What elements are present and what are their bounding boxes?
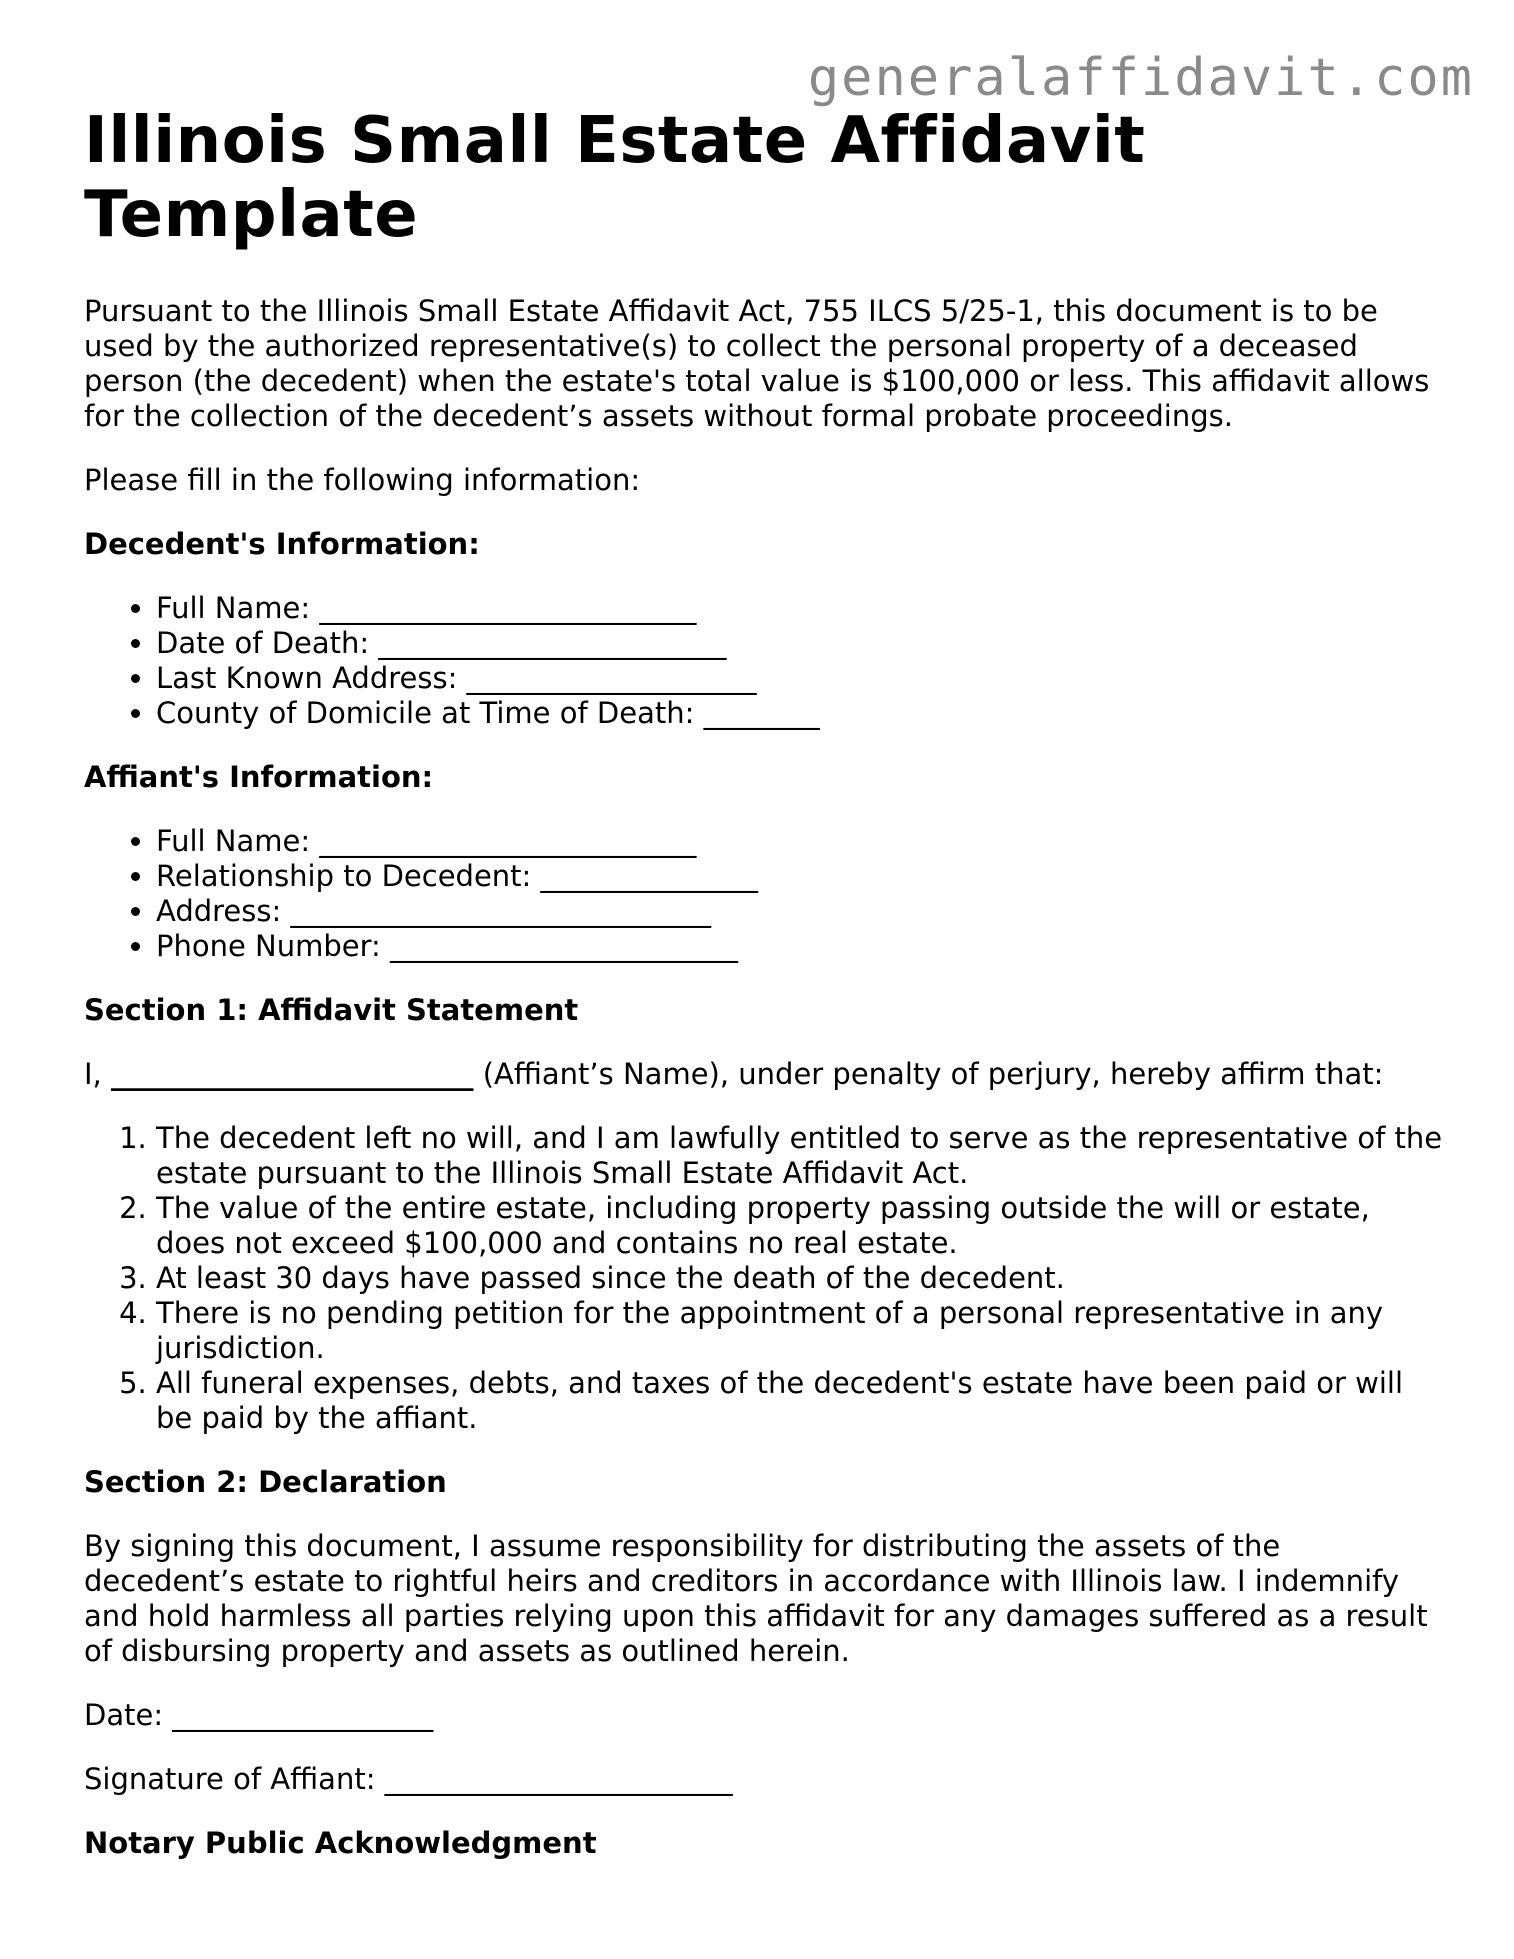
affiant-full-name-field: • Full Name: __________________________ [156, 824, 1444, 859]
statement-suffix: (Affiant’s Name), under penalty of perjury, hereby affirm that: [473, 1057, 1384, 1091]
document-body [84, 104, 1444, 1890]
decedent-last-address-field: • Last Known Address: ____________________ [156, 661, 1444, 696]
signature-line: Signature of Affiant: ________________________ [84, 1762, 733, 1796]
affirmation-list [84, 1121, 1444, 1436]
affidavit-statement [84, 1057, 1444, 1092]
decedent-field-list [84, 591, 1444, 731]
decedent-heading: Decedent's Information: [84, 527, 480, 561]
affiant-relationship-field: • Relationship to Decedent: _______________ [156, 859, 1444, 894]
decedent-county-field: • County of Domicile at Time of Death: ________ [156, 696, 1444, 731]
affirmation-item: 1. The decedent left no will, and I am lawfully entitled to serve as the representative of the estate pursuant to the Illinois Small Estate Affidavit Act. [156, 1121, 1444, 1191]
intro-paragraph: Pursuant to the Illinois Small Estate Affidavit Act, 755 ILCS 5/25-1, this document is to be used by the authorized representative(s) to collect the personal property of a deceased person (the decedent) when the estate's total value is $100,000 or less. This affidavit allows for the collection of the decedent’s assets without formal probate proceedings. [84, 294, 1430, 433]
instruction-text: Please fill in the following information: [84, 463, 641, 497]
affirmation-item: 5. All funeral expenses, debts, and taxes of the decedent's estate have been paid or will be paid by the affiant. [156, 1366, 1444, 1436]
affirmation-item: 4. There is no pending petition for the appointment of a personal representative in any jurisdiction. [156, 1296, 1444, 1366]
affiant-phone-field: • Phone Number: ________________________ [156, 929, 1444, 964]
declaration-paragraph: By signing this document, I assume responsibility for distributing the assets of the decedent’s estate to rightful heirs and creditors in accordance with Illinois law. I indemnify and hold harmless all parties relying upon this affidavit for any damages suffered as a result of disbursing property and assets as outlined herein. [84, 1529, 1428, 1668]
affiant-field-list [84, 824, 1444, 964]
affiant-heading: Affiant's Information: [84, 760, 434, 794]
affiant-address-field: • Address: _____________________________ [156, 894, 1444, 929]
section1-heading: Section 1: Affidavit Statement [84, 993, 579, 1027]
decedent-full-name-field: • Full Name: __________________________ [156, 591, 1444, 626]
watermark-logo: generalaffidavit.com [807, 48, 1474, 108]
section2-heading: Section 2: Declaration [84, 1465, 447, 1499]
page-title: Illinois Small Estate Affidavit Template [84, 104, 1146, 252]
decedent-date-of-death-field: • Date of Death: ________________________ [156, 626, 1444, 661]
affirmation-item: 3. At least 30 days have passed since the death of the decedent. [156, 1261, 1444, 1296]
affirmation-item: 2. The value of the entire estate, including property passing outside the will or estate, does not exceed $100,000 and contains no real estate. [156, 1191, 1444, 1261]
notary-heading: Notary Public Acknowledgment [84, 1826, 597, 1860]
statement-prefix: I, [84, 1057, 111, 1091]
affiant-name-blank: _________________________ [111, 1057, 474, 1091]
date-line: Date: __________________ [84, 1698, 434, 1732]
